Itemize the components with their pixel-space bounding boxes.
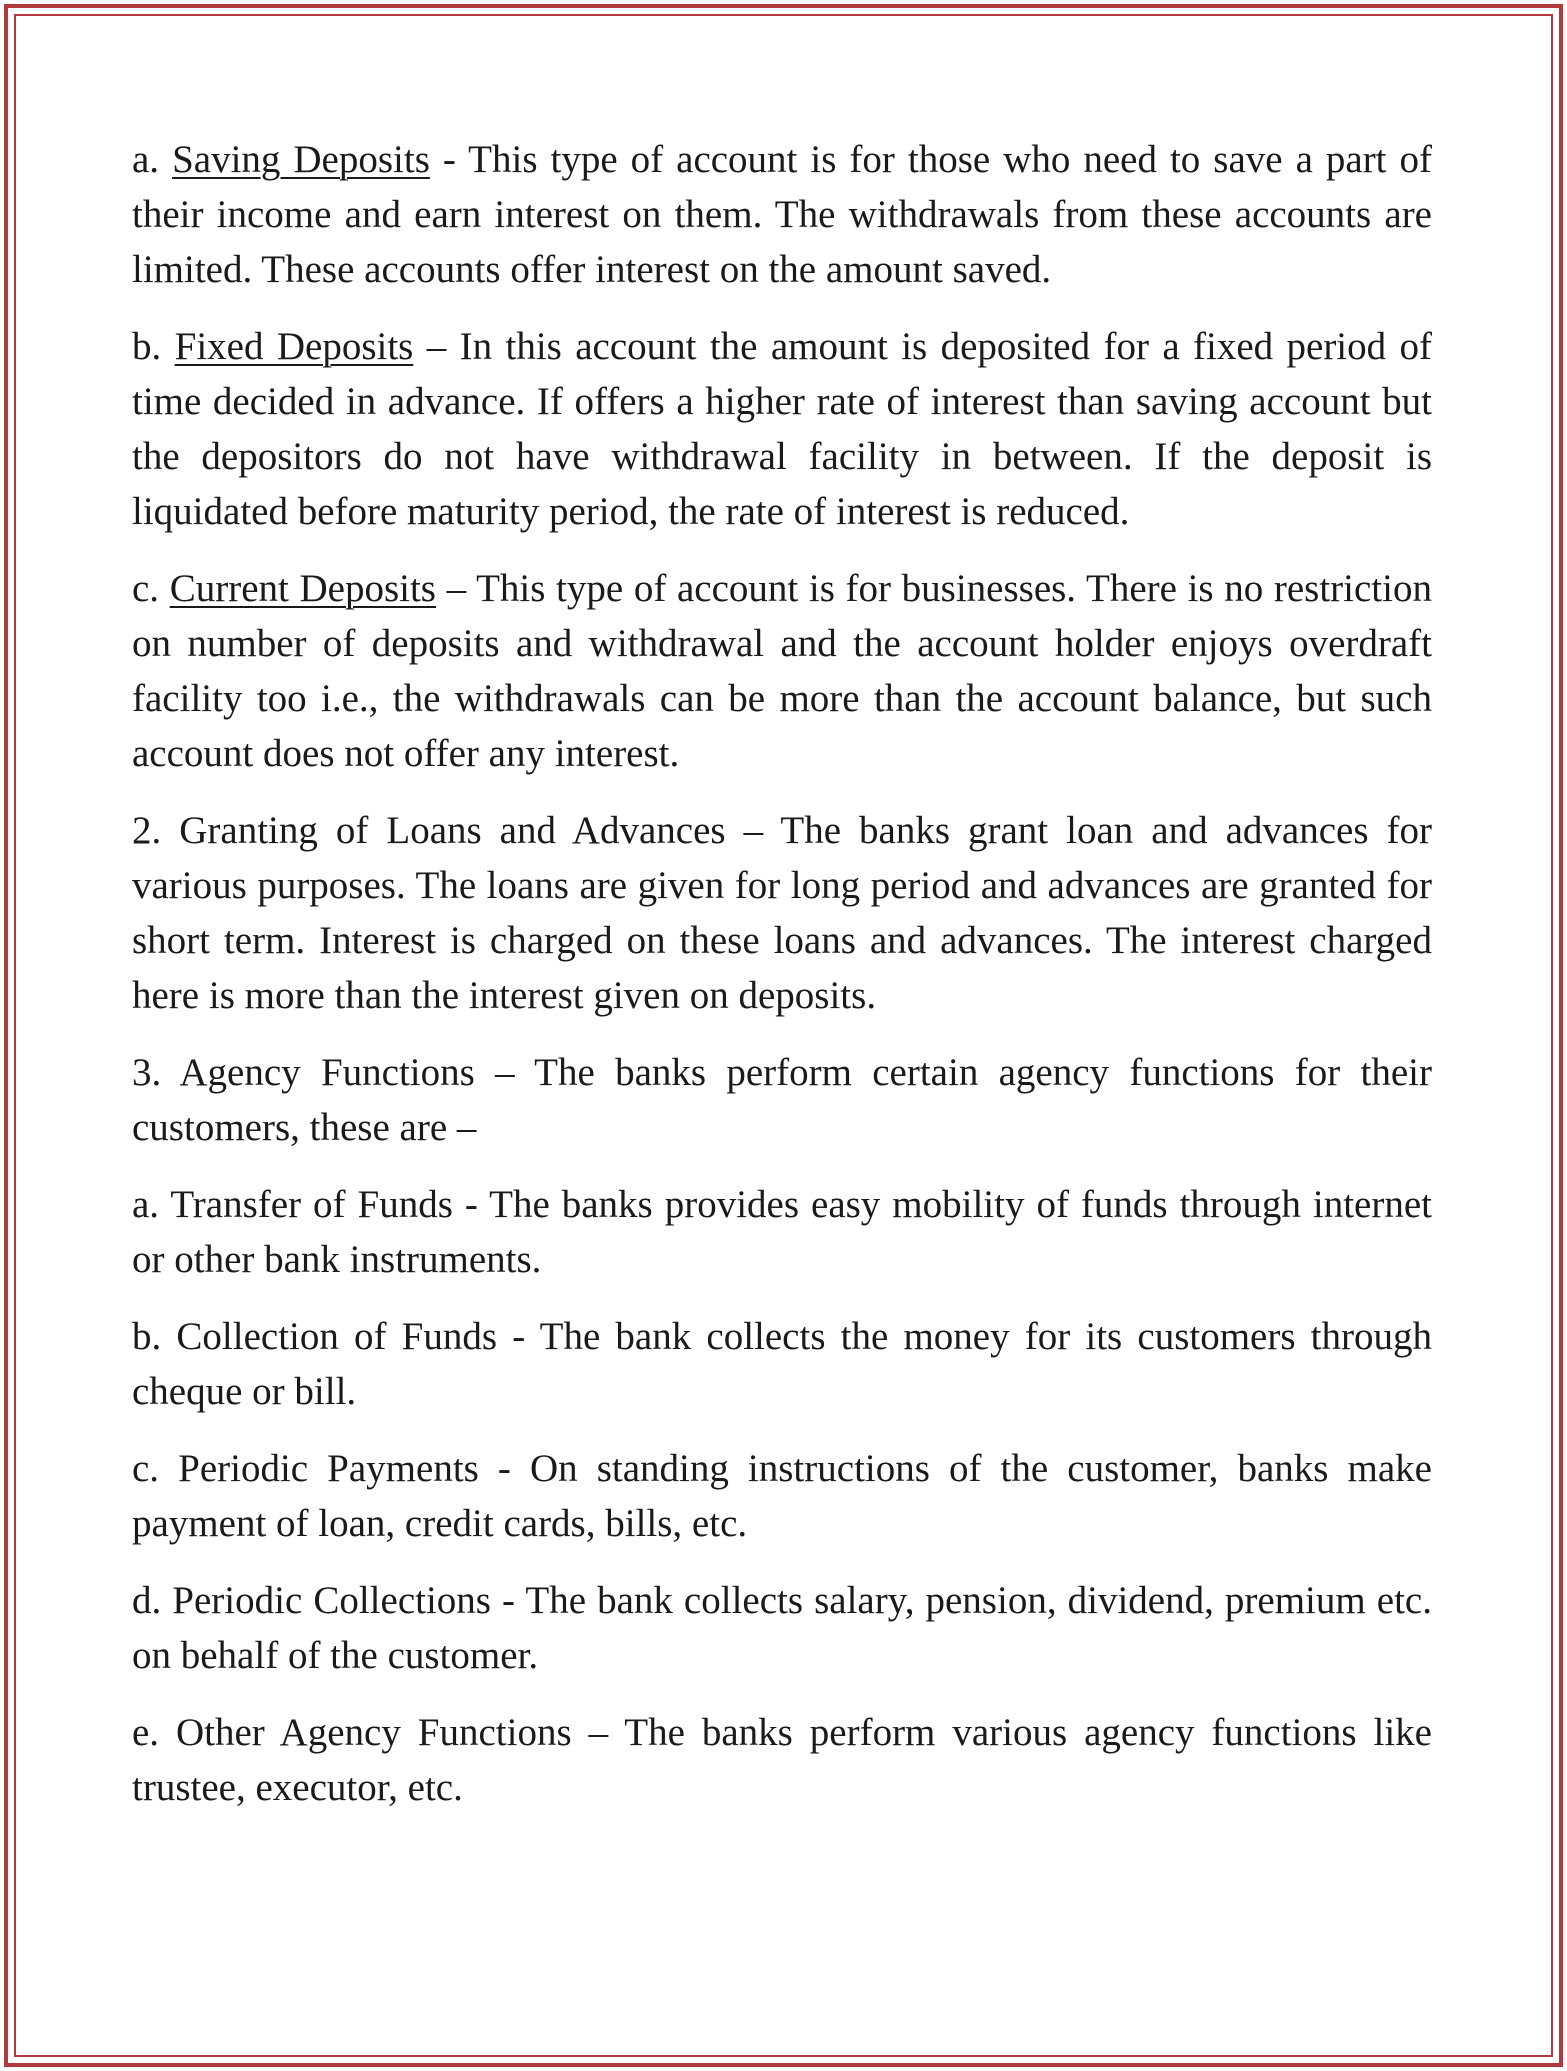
paragraph-transfer-of-funds: a. Transfer of Funds - The banks provides easy mobility of funds through internet or other bank instruments. bbox=[132, 1183, 1432, 1281]
document-body bbox=[132, 132, 1432, 1815]
paragraph-text: – In this account the amount is deposited for a fixed period of time decided in advance. If offers a higher rate of interest than saving account but the depositors do not have withdrawal facility in between. If the deposit is liquidated before maturity period, the rate of interest is reduced. bbox=[132, 325, 1433, 533]
term-saving-deposits: Saving Deposits bbox=[172, 138, 430, 181]
paragraph-saving-deposits bbox=[132, 132, 1432, 297]
item-prefix: c. bbox=[132, 567, 170, 610]
paragraph-periodic-payments: c. Periodic Payments - On standing instructions of the customer, banks make payment of loan, credit cards, bills, etc. bbox=[132, 1447, 1432, 1545]
paragraph-text: - This type of account is for those who need to save a part of their income and earn interest on them. The withdrawals from these accounts are limited. These accounts offer interest on the amount saved. bbox=[132, 138, 1432, 291]
paragraph-fixed-deposits bbox=[132, 319, 1432, 539]
term-fixed-deposits: Fixed Deposits bbox=[174, 325, 414, 368]
item-prefix: b. bbox=[132, 325, 175, 368]
paragraph-loans-advances: 2. Granting of Loans and Advances – The banks grant loan and advances for various purposes. The loans are given for long period and advances are granted for short term. Interest is charged on these loans and advances. The interest charged here is more than the interest given on deposits. bbox=[132, 809, 1432, 1017]
paragraph-current-deposits bbox=[132, 561, 1432, 781]
paragraph-collection-of-funds: b. Collection of Funds - The bank collects the money for its customers through cheque or bill. bbox=[132, 1315, 1432, 1413]
term-current-deposits: Current Deposits bbox=[169, 567, 436, 610]
paragraph-text: – This type of account is for businesses. There is no restriction on number of deposits and withdrawal and the account holder enjoys overdraft facility too i.e., the withdrawals can be more than the account balance, but such account does not offer any interest. bbox=[132, 567, 1432, 775]
paragraph-other-agency-functions: e. Other Agency Functions – The banks perform various agency functions like trustee, executor, etc. bbox=[132, 1711, 1432, 1809]
paragraph-periodic-collections: d. Periodic Collections - The bank collects salary, pension, dividend, premium etc. on behalf of the customer. bbox=[132, 1579, 1432, 1677]
paragraph-agency-functions: 3. Agency Functions – The banks perform certain agency functions for their customers, these are – bbox=[132, 1051, 1432, 1149]
item-prefix: a. bbox=[132, 138, 173, 181]
